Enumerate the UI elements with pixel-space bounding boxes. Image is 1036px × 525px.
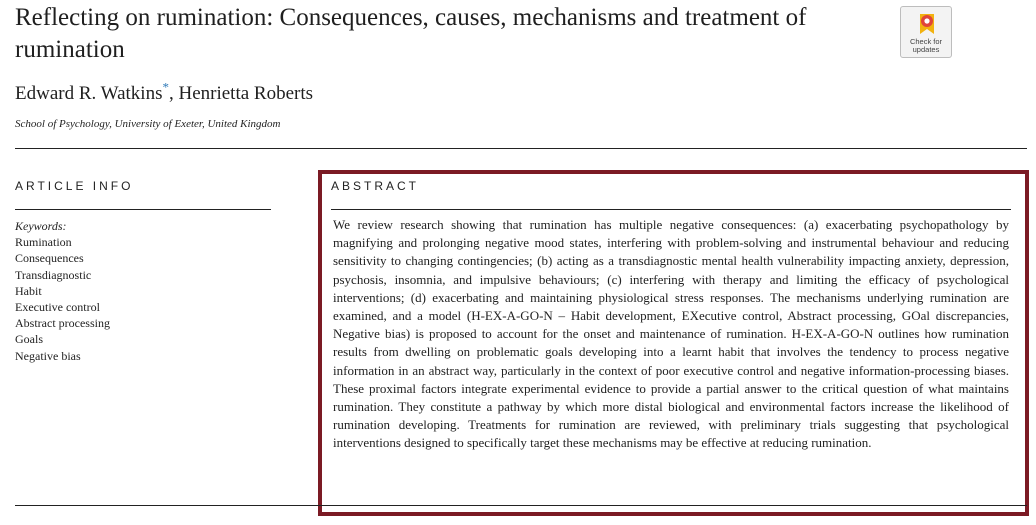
footer-divider: [15, 505, 1027, 506]
badge-label: [901, 38, 951, 54]
keywords-label: Keywords:: [15, 219, 67, 233]
keyword-item: Goals: [15, 332, 43, 347]
keyword-item: Executive control: [15, 300, 100, 315]
check-for-updates-badge[interactable]: [900, 6, 952, 58]
keyword-item: Negative bias: [15, 348, 81, 363]
keyword-item: Habit: [15, 283, 42, 298]
paper-title: Reflecting on rumination: Consequences, causes, mechanisms and treatment of rumination: [15, 4, 807, 63]
article-info-heading: ARTICLE INFO: [15, 179, 134, 193]
keyword-item: Transdiagnostic: [15, 267, 92, 282]
abstract-text: We review research showing that rumination has multiple negative consequences: (a) exacerbating psychopathology by magnifying and prolonging negative mood states, interfering with problem-solving and instrumental behaviour and reducing sensitivity to changing contingencies; (b) acting as a transdiagnostic mental health vulnerability impacting anxiety, depression, psychosis, insomnia, and impulsive behaviours; (c) interfering with therapy and limiting the efficacy of psychological interventions; (d) exacerbating and maintaining physiological stress responses. The mechanisms underlying rumination are examined, and a model (H-EX-A-GO-N – Habit development, EXecutive control, Abstract processing, GOal discrepancies, Negative bias) is proposed to account for the onset and maintenance of rumination. H-EX-A-GO-N outlines how rumination results from dwelling on problematic goals developing into a learnt habit that involves the tendency to process negative information in an abstract way, particularly in the context of poor executive control and negative information-processing biases. These proximal factors integrate experimental evidence to provide a partial answer to the critical question of what maintains rumination. They constitute a pathway by which more distal biological and environmental factors increase the likelihood of rumination developing. Treatments for rumination are reviewed, with preliminary trials suggesting that psychological interventions designed to specifically target these mechanisms may be effective at reducing rumination.: [333, 217, 1009, 451]
keywords-section: [15, 218, 110, 364]
author-list: [15, 79, 314, 106]
article-info-divider: [15, 209, 271, 210]
abstract-heading: ABSTRACT: [331, 179, 420, 193]
abstract-divider: [331, 209, 1011, 210]
keyword-item: Consequences: [15, 251, 84, 266]
keyword-item: Rumination: [15, 235, 72, 250]
keyword-item: Abstract processing: [15, 316, 110, 331]
affiliation: School of Psychology, University of Exeter, United Kingdom: [15, 118, 281, 130]
author-name[interactable]: Edward R. Watkins: [15, 83, 163, 104]
header-divider: [15, 148, 1027, 149]
badge-line-1: Check for: [909, 37, 943, 46]
badge-line-2: updates: [912, 45, 940, 54]
author-name-2: , Henrietta Roberts: [168, 83, 314, 104]
bookmark-icon: [917, 12, 937, 36]
corresponding-author-marker[interactable]: *: [162, 79, 169, 95]
